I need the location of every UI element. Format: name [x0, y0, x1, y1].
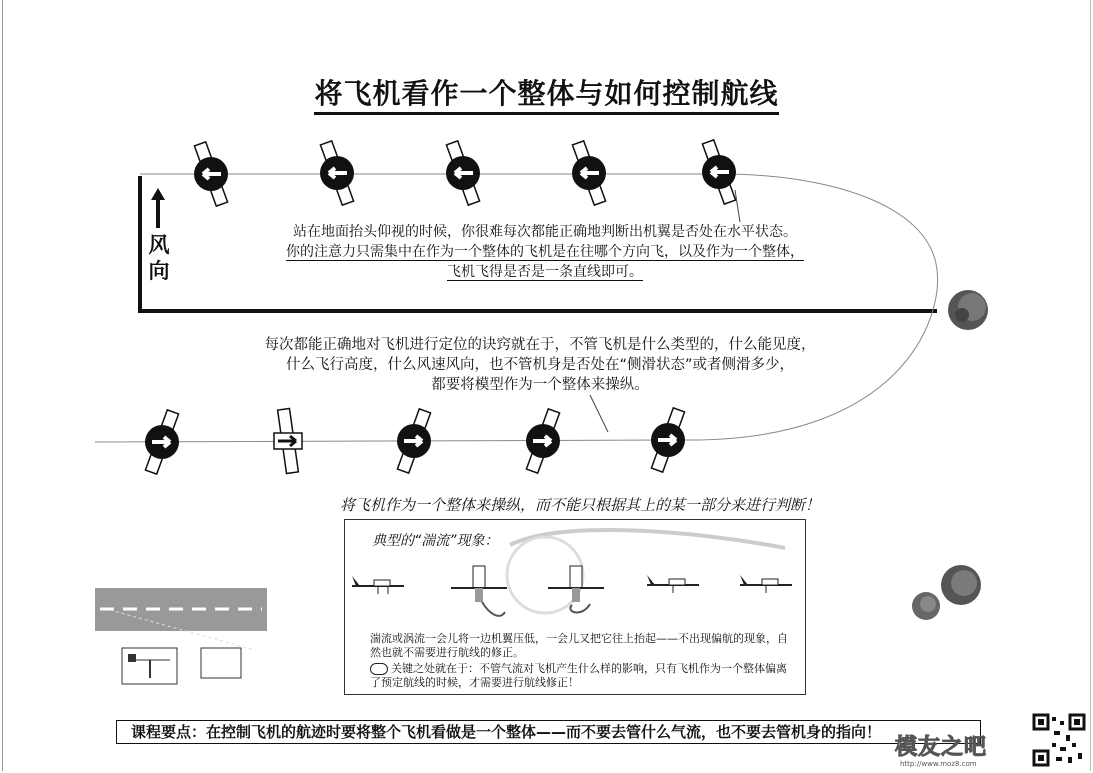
airplane-icon [526, 409, 560, 473]
key-point-icon [370, 663, 388, 675]
para2-line1: 每次都能正确地对飞机进行定位的诀窍就在于，不管飞机是什么类型的，什么能见度， [264, 337, 816, 353]
para1-line1: 站在地面抬头仰视的时候，你很难每次都能正确地判断出机翼是否处在水平状态。 [293, 224, 797, 240]
standing-observation-paragraph [200, 222, 890, 282]
airplane-icon [651, 408, 685, 472]
callout-line [590, 395, 608, 432]
airplane-icon [397, 409, 431, 473]
turbulence-description: 湍流或涡流一会儿将一边机翼压低，一会儿又把它往上抬起——不出现偏航的现象，自然也就不需要进行航线的修正。 [370, 632, 788, 659]
tree-icon [912, 592, 940, 620]
airplane-icon [446, 141, 480, 205]
callout-line [735, 190, 740, 222]
wind-direction-label: 风向 [148, 233, 170, 283]
airplane-icon [572, 141, 606, 205]
arrow-up-icon-head [151, 188, 165, 200]
airplane-icon [702, 140, 736, 204]
site-logo[interactable]: 模友之吧 [895, 735, 988, 760]
tree-icon [948, 290, 988, 330]
lesson-summary-bar: 课程要点：在控制飞机的航迹时要将整个飞机看做是一个整体——而不要去管什么气流，也不要去管机身的指向！ [116, 720, 981, 744]
para2-line2: 什么飞行高度，什么风速风向，也不管机身是否处在“侧滑状态”或者侧滑多少， [285, 357, 795, 373]
airplane-icon [194, 142, 228, 206]
page-title: 将飞机看作一个整体与如何控制航线 [0, 72, 1093, 112]
para1-line3: 飞机飞得是否是一条直线即可。 [447, 264, 643, 280]
small-pictogram [122, 648, 241, 684]
slogan-text: 将飞机作为一个整体来操纵，而不能只根据其上的某一部分来进行判断！ [339, 496, 820, 514]
para1-line2: 你的注意力只需集中在作为一个整体的飞机是在往哪个方向飞，以及作为一个整体， [286, 244, 804, 260]
site-url[interactable]: http://www.moz8.com [900, 760, 977, 768]
turbulence-key-point [370, 662, 790, 690]
airplane-icon [145, 410, 179, 474]
tree-icon [941, 565, 981, 605]
airplane-icon [274, 408, 302, 473]
flight-path-line [95, 174, 938, 442]
positioning-tip-paragraph [180, 335, 900, 395]
turbulence-title: 典型的“湍流”现象： [372, 533, 499, 549]
turbulence-key-text: 关键之处就在于：不管气流对飞机产生什么样的影响，只有飞机作为一个整体偏离了预定航线的时候，才需要进行航线修正！ [370, 662, 787, 689]
para2-line3: 都要将模型作为一个整体来操纵。 [431, 377, 649, 393]
qr-code-icon [1032, 713, 1086, 767]
runway-illustration [95, 588, 267, 650]
airplane-icon [320, 141, 354, 205]
